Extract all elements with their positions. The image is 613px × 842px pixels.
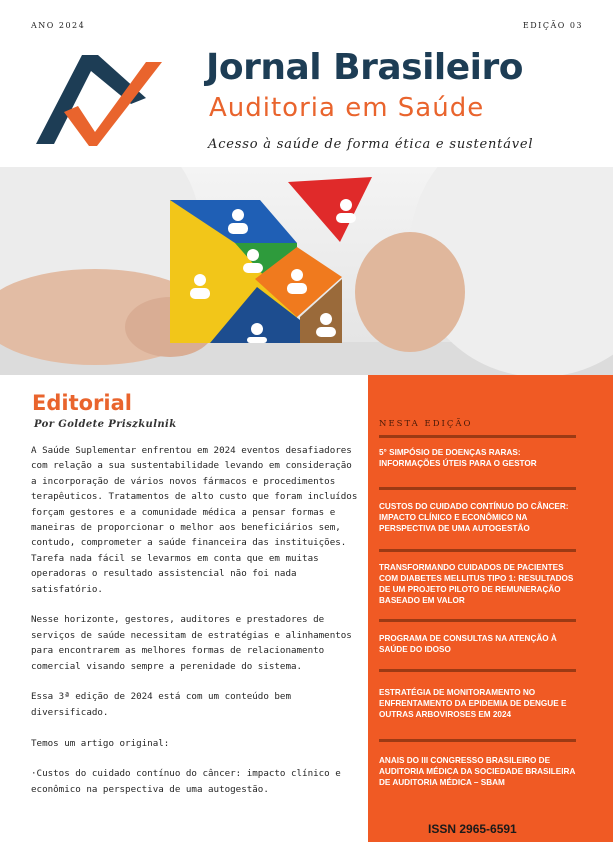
editorial-paragraph: A Saúde Suplementar enfrentou em 2024 eventos desafiadores com relação a sua sustentabilidade levando em consideração a incorporação de vários novos fármacos e procedimentos terapêuticos. Tratamentos de alto custo que foram incluídos forçam gestores e a comunidade médica a pensar formas e maneiras de proporcionar o melhor aos beneficiários sem, contudo, comprometer a saúde financeira das instituições. Tarefa nada fácil se levarmos em conta que em muitas operadoras o resultado assistencial não foi nada satisfatório. xyxy=(31,445,358,595)
editorial-paragraph: Essa 3ª edição de 2024 está com um conteúdo bem diversificado. xyxy=(31,691,291,718)
journal-logo xyxy=(34,52,164,147)
contents-item-6[interactable]: ANAIS DO III CONGRESSO BRASILEIRO DE AUDITORIA MÉDICA DA SOCIEDADE BRASILEIRA DE AUDITORIA MÉDICA – SBAM xyxy=(379,756,576,787)
hero-image xyxy=(0,167,613,375)
editorial-byline: Por Goldete Priszkulnik xyxy=(34,419,177,430)
edition-label: EDIÇÃO 03 xyxy=(522,21,583,30)
contents-heading: NESTA EDIÇÃO xyxy=(379,419,473,429)
contents-sidebar xyxy=(368,375,613,842)
journal-title: Jornal Brasileiro xyxy=(206,47,524,88)
contents-item-5[interactable]: ESTRATÉGIA DE MONITORAMENTO NO ENFRENTAMENTO DA EPIDEMIA DE DENGUE E OUTRAS ARBOVIROSES EM 2024 xyxy=(379,688,567,719)
editorial-paragraph: Nesse horizonte, gestores, auditores e prestadores de serviços de saúde necessitam de estratégias e alinhamentos para encontrarem as melhores formas de relacionamento comercial visando sempre a perenidade do sistema. xyxy=(31,614,352,672)
contents-divider xyxy=(379,487,576,490)
issn-label: ISSN 2965-6591 xyxy=(428,822,517,836)
year-label: ANO 2024 xyxy=(31,21,86,30)
editorial-body xyxy=(31,443,359,813)
contents-item-1[interactable]: 5° SIMPÓSIO DE DOENÇAS RARAS: INFORMAÇÕES ÚTEIS PARA O GESTOR xyxy=(379,448,537,468)
journal-subtitle: Auditoria em Saúde xyxy=(209,93,485,123)
contents-divider xyxy=(379,669,576,672)
contents-divider xyxy=(379,549,576,552)
editorial-paragraph: Temos um artigo original: xyxy=(31,737,170,749)
contents-divider xyxy=(379,739,576,742)
editorial-paragraph: ·Custos do cuidado contínuo do câncer: impacto clínico e econômico na perspectiva de uma autogestão. xyxy=(31,768,341,795)
contents-item-4[interactable]: PROGRAMA DE CONSULTAS NA ATENÇÃO À SAÚDE DO IDOSO xyxy=(379,634,557,654)
contents-item-3[interactable]: TRANSFORMANDO CUIDADOS DE PACIENTES COM DIABETES MELLITUS TIPO 1: RESULTADOS DE UM PROJETO PILOTO DE REMUNERAÇÃO BASEADO EM VALOR xyxy=(379,563,574,605)
editorial-title: Editorial xyxy=(32,391,132,415)
contents-divider xyxy=(379,435,576,438)
contents-divider xyxy=(379,619,576,622)
contents-item-2[interactable]: CUSTOS DO CUIDADO CONTÍNUO DO CÂNCER: IMPACTO CLÍNICO E ECONÔMICO NA PERSPECTIVA DE UMA AUTOGESTÃO xyxy=(379,502,569,533)
journal-tagline: Acesso à saúde de forma ética e sustentável xyxy=(208,137,534,152)
